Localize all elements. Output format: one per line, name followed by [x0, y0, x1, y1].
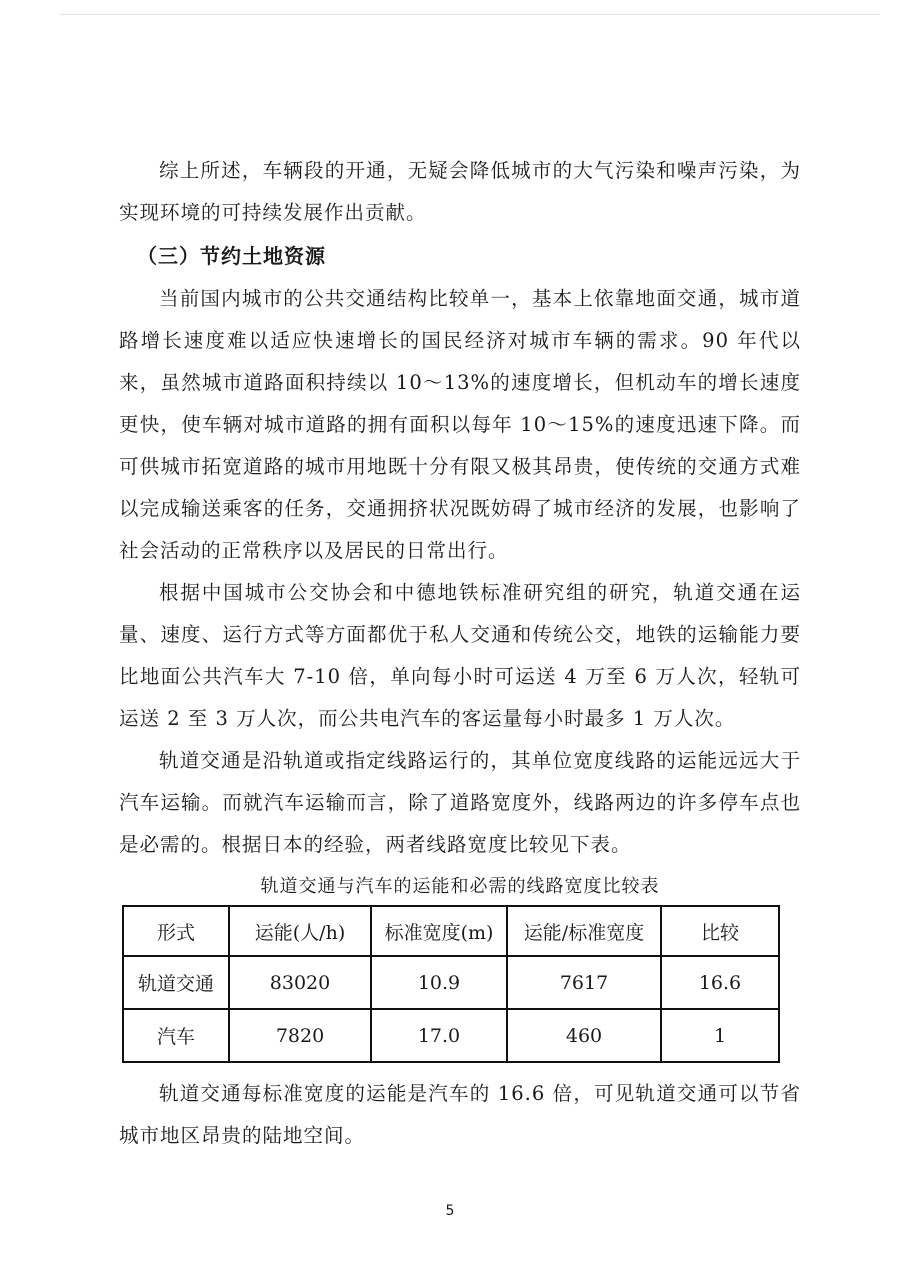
table-header-cell: 比较 — [661, 906, 779, 956]
paragraph-conclusion: 综上所述，车辆段的开通，无疑会降低城市的大气污染和噪声污染，为实现环境的可持续发展作出贡献。 — [119, 159, 801, 224]
table-row — [123, 956, 779, 1009]
table-header-cell: 标准宽度(m) — [371, 906, 507, 956]
paragraph-urban-roads: 当前国内城市的公共交通结构比较单一，基本上依靠地面交通，城市道路增长速度难以适应快速增长的国民经济对城市车辆的需求。90 年代以来，虽然城市道路面积持续以 10～13%的速度增长，但机动车的增长速度更快，使车辆对城市道路的拥有面积以每年 10～15%的速度迅速下降。而可供城市拓宽道路的城市用地既十分有限又极其昂贵，使传统的交通方式难以完成输送乘客的任务，交通拥挤状况既妨碍了城市经济的发展，也影响了社会活动的正常秩序以及居民的日常出行。 — [119, 287, 801, 562]
table-cell: 7820 — [229, 1009, 371, 1062]
table-cell: 7617 — [507, 956, 661, 1009]
table-header-cell: 形式 — [123, 906, 229, 956]
table-header-cell: 运能(人/h) — [229, 906, 371, 956]
table-cell: 16.6 — [661, 956, 779, 1009]
paragraph-summary: 轨道交通每标准宽度的运能是汽车的 16.6 倍，可见轨道交通可以节省城市地区昂贵的陆地空间。 — [119, 1082, 801, 1147]
table-cell: 10.9 — [371, 956, 507, 1009]
paragraph-rail-capacity: 根据中国城市公交协会和中德地铁标准研究组的研究，轨道交通在运量、速度、运行方式等方面都优于私人交通和传统公交，地铁的运输能力要比地面公共汽车大 7-10 倍，单向每小时可运送 4 万至 6 万人次，轻轨可运送 2 至 3 万人次，而公共电汽车的客运量每小时最多 1 万人次。 — [119, 581, 801, 730]
table-row — [123, 1009, 779, 1062]
table-cell: 83020 — [229, 956, 371, 1009]
table-cell: 460 — [507, 1009, 661, 1062]
comparison-table — [122, 905, 780, 1063]
document-page — [119, 150, 801, 1157]
table-cell: 1 — [661, 1009, 779, 1062]
section-heading: （三）节约土地资源 — [137, 244, 326, 268]
page-top-rule — [60, 14, 880, 15]
table-header-cell: 运能/标准宽度 — [507, 906, 661, 956]
paragraph-rail-vs-car: 轨道交通是沿轨道或指定线路运行的，其单位宽度线路的运能远远大于汽车运输。而就汽车运输而言，除了道路宽度外，线路两边的许多停车点也是必需的。根据日本的经验，两者线路宽度比较见下表。 — [119, 749, 801, 856]
table-header-row — [123, 906, 779, 956]
table-caption: 轨道交通与汽车的运能和必需的线路宽度比较表 — [260, 876, 660, 897]
table-cell: 轨道交通 — [123, 956, 229, 1009]
table-cell: 汽车 — [123, 1009, 229, 1062]
table-cell: 17.0 — [371, 1009, 507, 1062]
page-number: 5 — [445, 1203, 455, 1219]
